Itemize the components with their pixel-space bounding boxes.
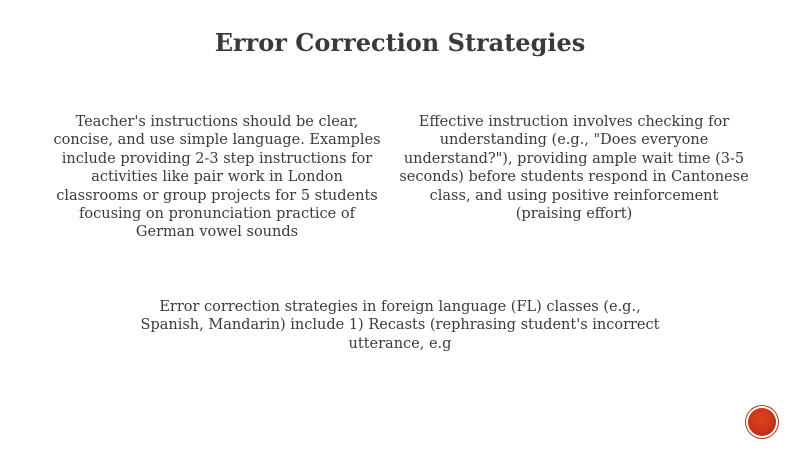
right-text-block: Effective instruction involves checking for understanding (e.g., "Does everyone understand?"), providing ample wait time (3-5 seconds) before students respond in Cantonese class, and using positive reinforcement (praising effort) — [399, 114, 749, 223]
bottom-text-block: Error correction strategies in foreign language (FL) classes (e.g., Spanish, Mandarin) include 1) Recasts (rephrasing student's incorrect utterance, e.g — [140, 299, 660, 352]
next-slide-button[interactable] — [748, 408, 776, 436]
left-text-block: Teacher's instructions should be clear, concise, and use simple language. Examples include providing 2-3 step instructions for activities like pair work in London classrooms or group projects for 5 students focusing on pronunciation practice of German vowel sounds — [53, 114, 381, 241]
slide-title: Error Correction Strategies — [214, 28, 586, 57]
